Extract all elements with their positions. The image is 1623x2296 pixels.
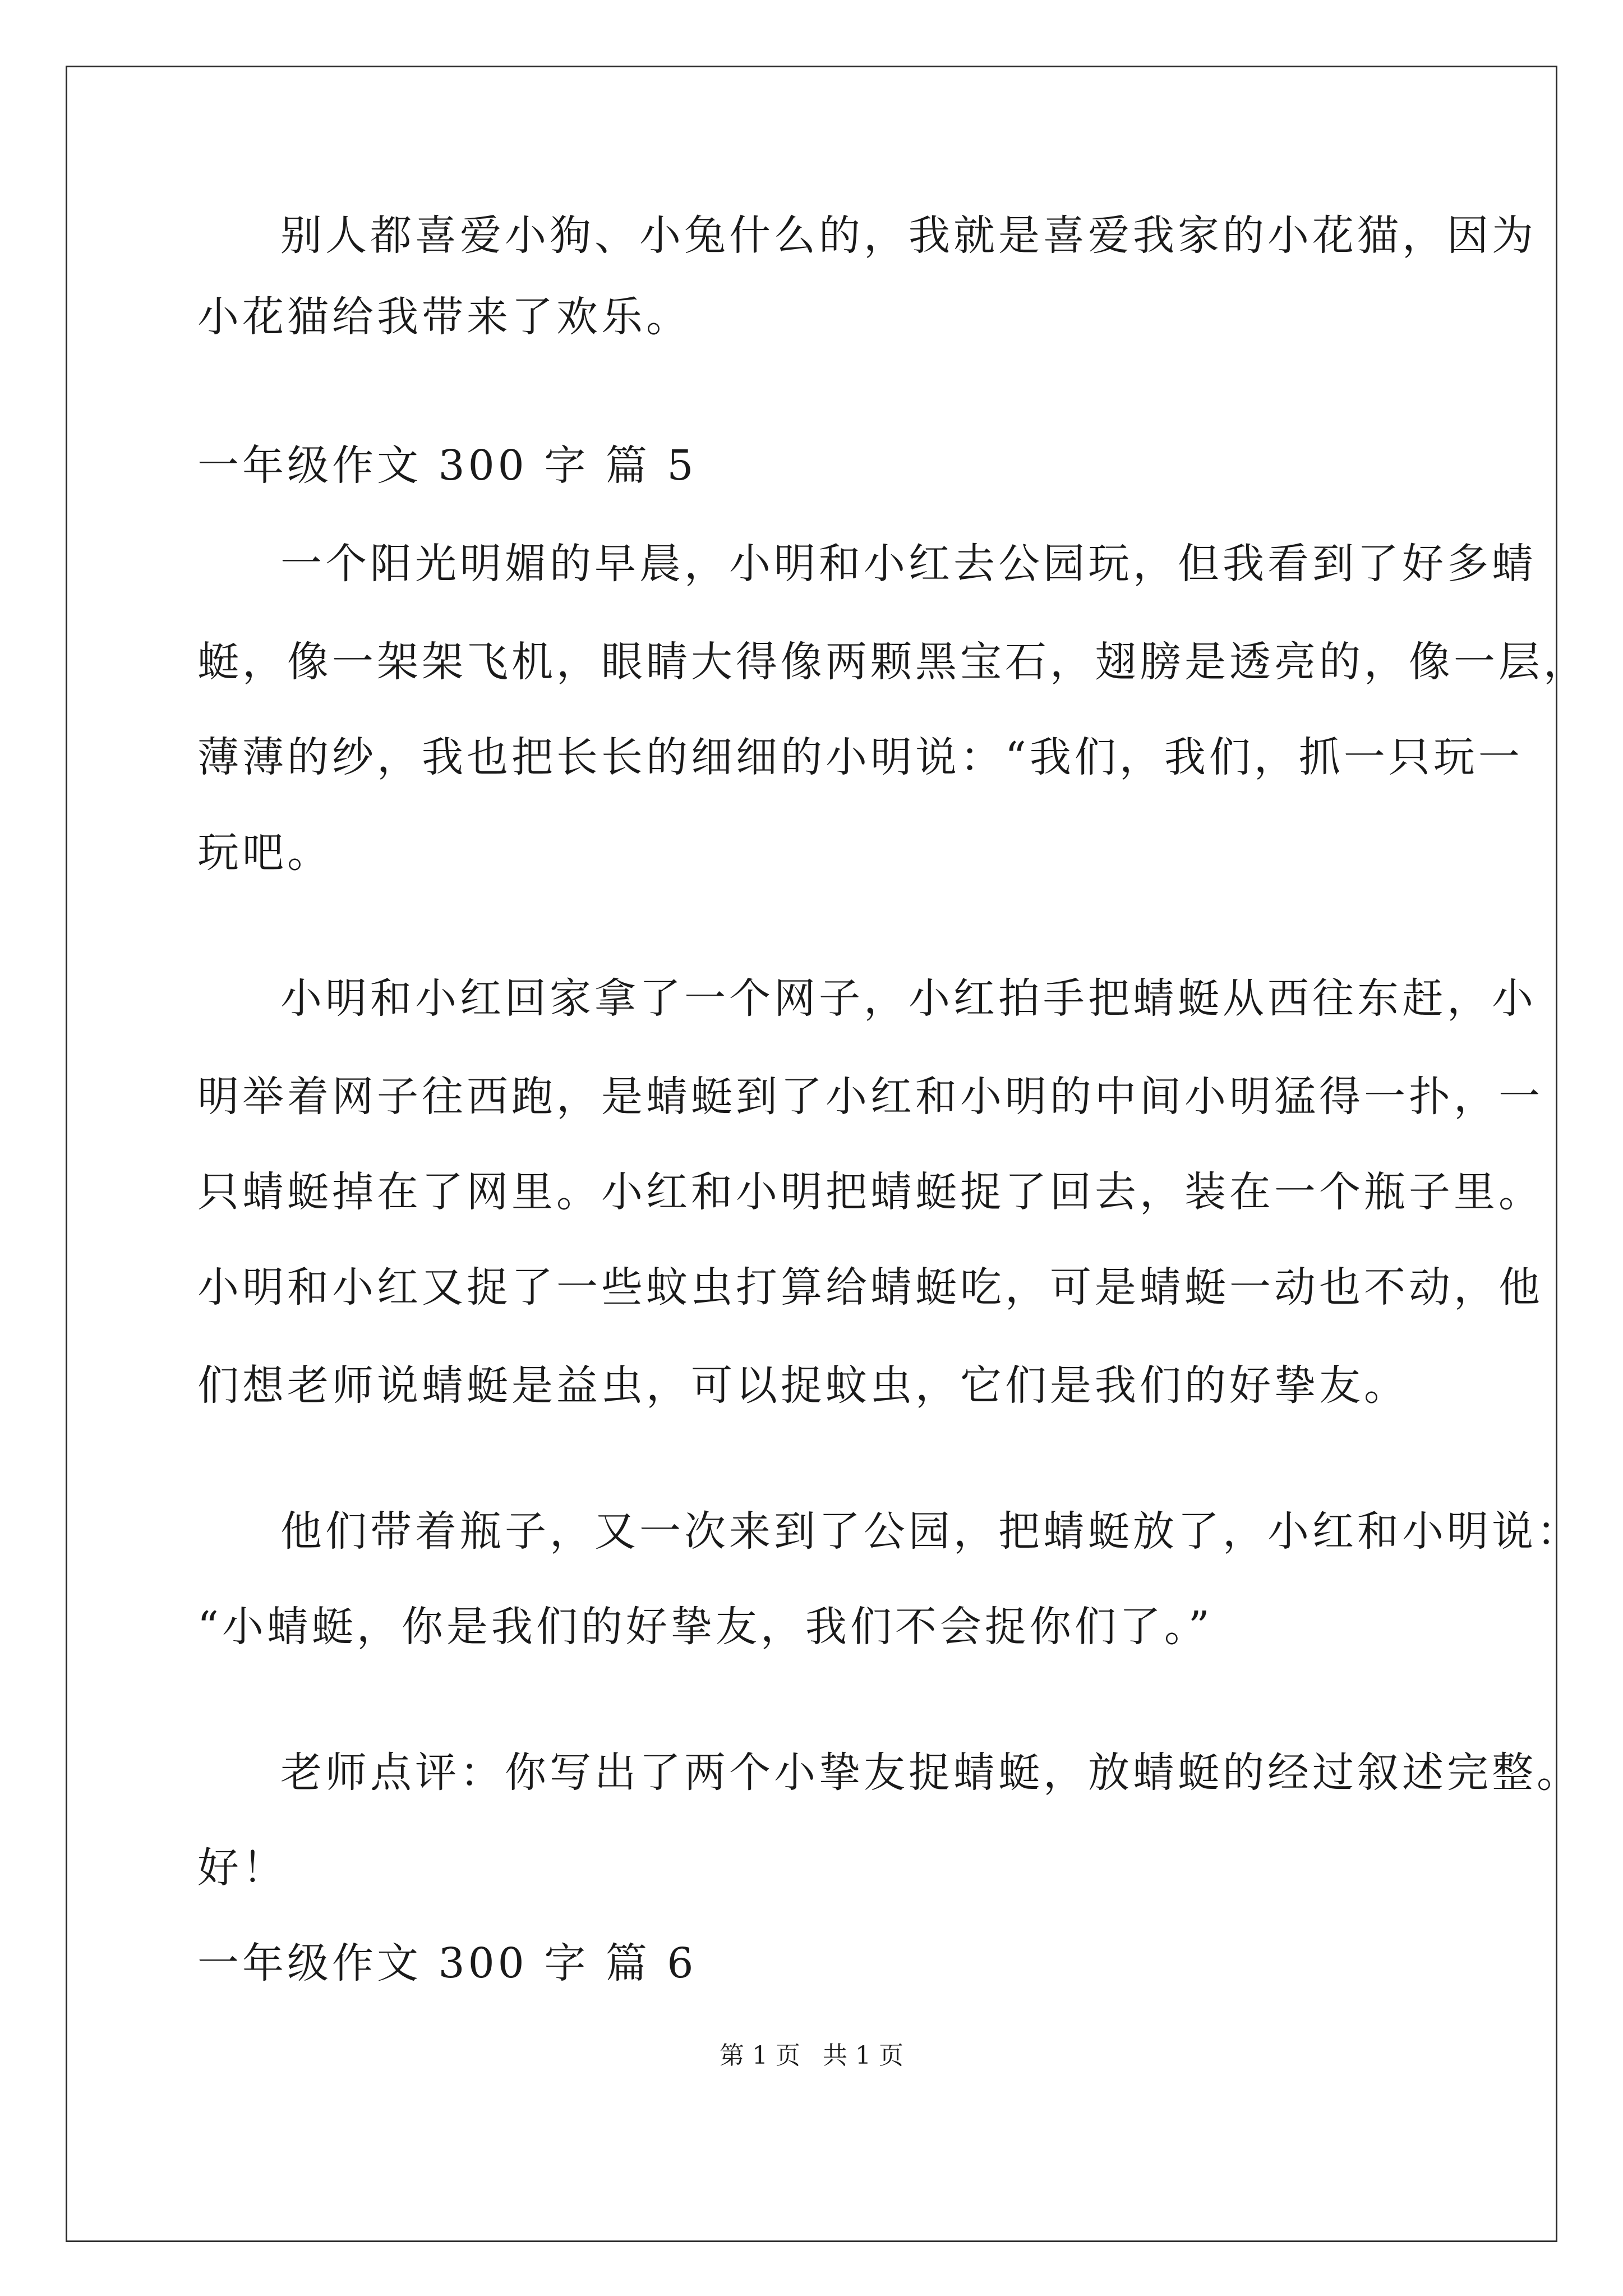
paragraph-line: 只蜻蜓掉在了网里。小红和小明把蜻蜓捉了回去，装在一个瓶子里。 (197, 1168, 1543, 1216)
paragraph-line: 他们带着瓶子，又一次来到了公园，把蜻蜓放了，小红和小明说： (280, 1507, 1581, 1556)
paragraph-line: 小明和小红又捉了一些蚊虫打算给蜻蜓吃，可是蜻蜓一动也不动，他 (197, 1263, 1543, 1312)
paragraph-line: 好！ (197, 1844, 287, 1892)
paragraph-line: 明举着网子往西跑，是蜻蜓到了小红和小明的中间小明猛得一扑，一 (197, 1073, 1543, 1121)
paragraph-line: “小蜻蜓，你是我们的好挚友，我们不会捉你们了。” (197, 1603, 1213, 1651)
section-heading: 一年级作文 300 字 篇 5 (197, 441, 697, 490)
page-frame (66, 66, 1588, 2242)
paragraph-line: 小花猫给我带来了欢乐。 (197, 293, 691, 341)
section-heading: 一年级作文 300 字 篇 6 (197, 1939, 697, 1987)
paragraph-line: 薄薄的纱，我也把长长的细细的小明说：“我们，我们，抓一只玩一 (197, 733, 1523, 781)
paragraph-line: 玩吧。 (197, 829, 332, 877)
paragraph-line: 们想老师说蜻蜓是益虫，可以捉蚊虫，它们是我们的好挚友。 (197, 1361, 1409, 1410)
paragraph-line: 别人都喜爱小狗、小兔什么的，我就是喜爱我家的小花猫，因为 (280, 211, 1537, 260)
page-total: 共 1 页 (823, 2041, 903, 2070)
paragraph-line: 老师点评：你写出了两个小挚友捉蜻蜓，放蜻蜓的经过叙述完整。 (280, 1749, 1581, 1797)
page-footer (0, 2039, 1623, 2073)
page-number: 第 1 页 (720, 2041, 800, 2070)
paragraph-line: 一个阳光明媚的早晨，小明和小红去公园玩，但我看到了好多蜻 (280, 540, 1537, 588)
paragraph-line: 小明和小红回家拿了一个网子，小红拍手把蜻蜓从西往东赶，小 (280, 974, 1537, 1023)
paragraph-line: 蜓，像一架架飞机，眼睛大得像两颗黑宝石，翅膀是透亮的，像一层， (197, 638, 1588, 686)
